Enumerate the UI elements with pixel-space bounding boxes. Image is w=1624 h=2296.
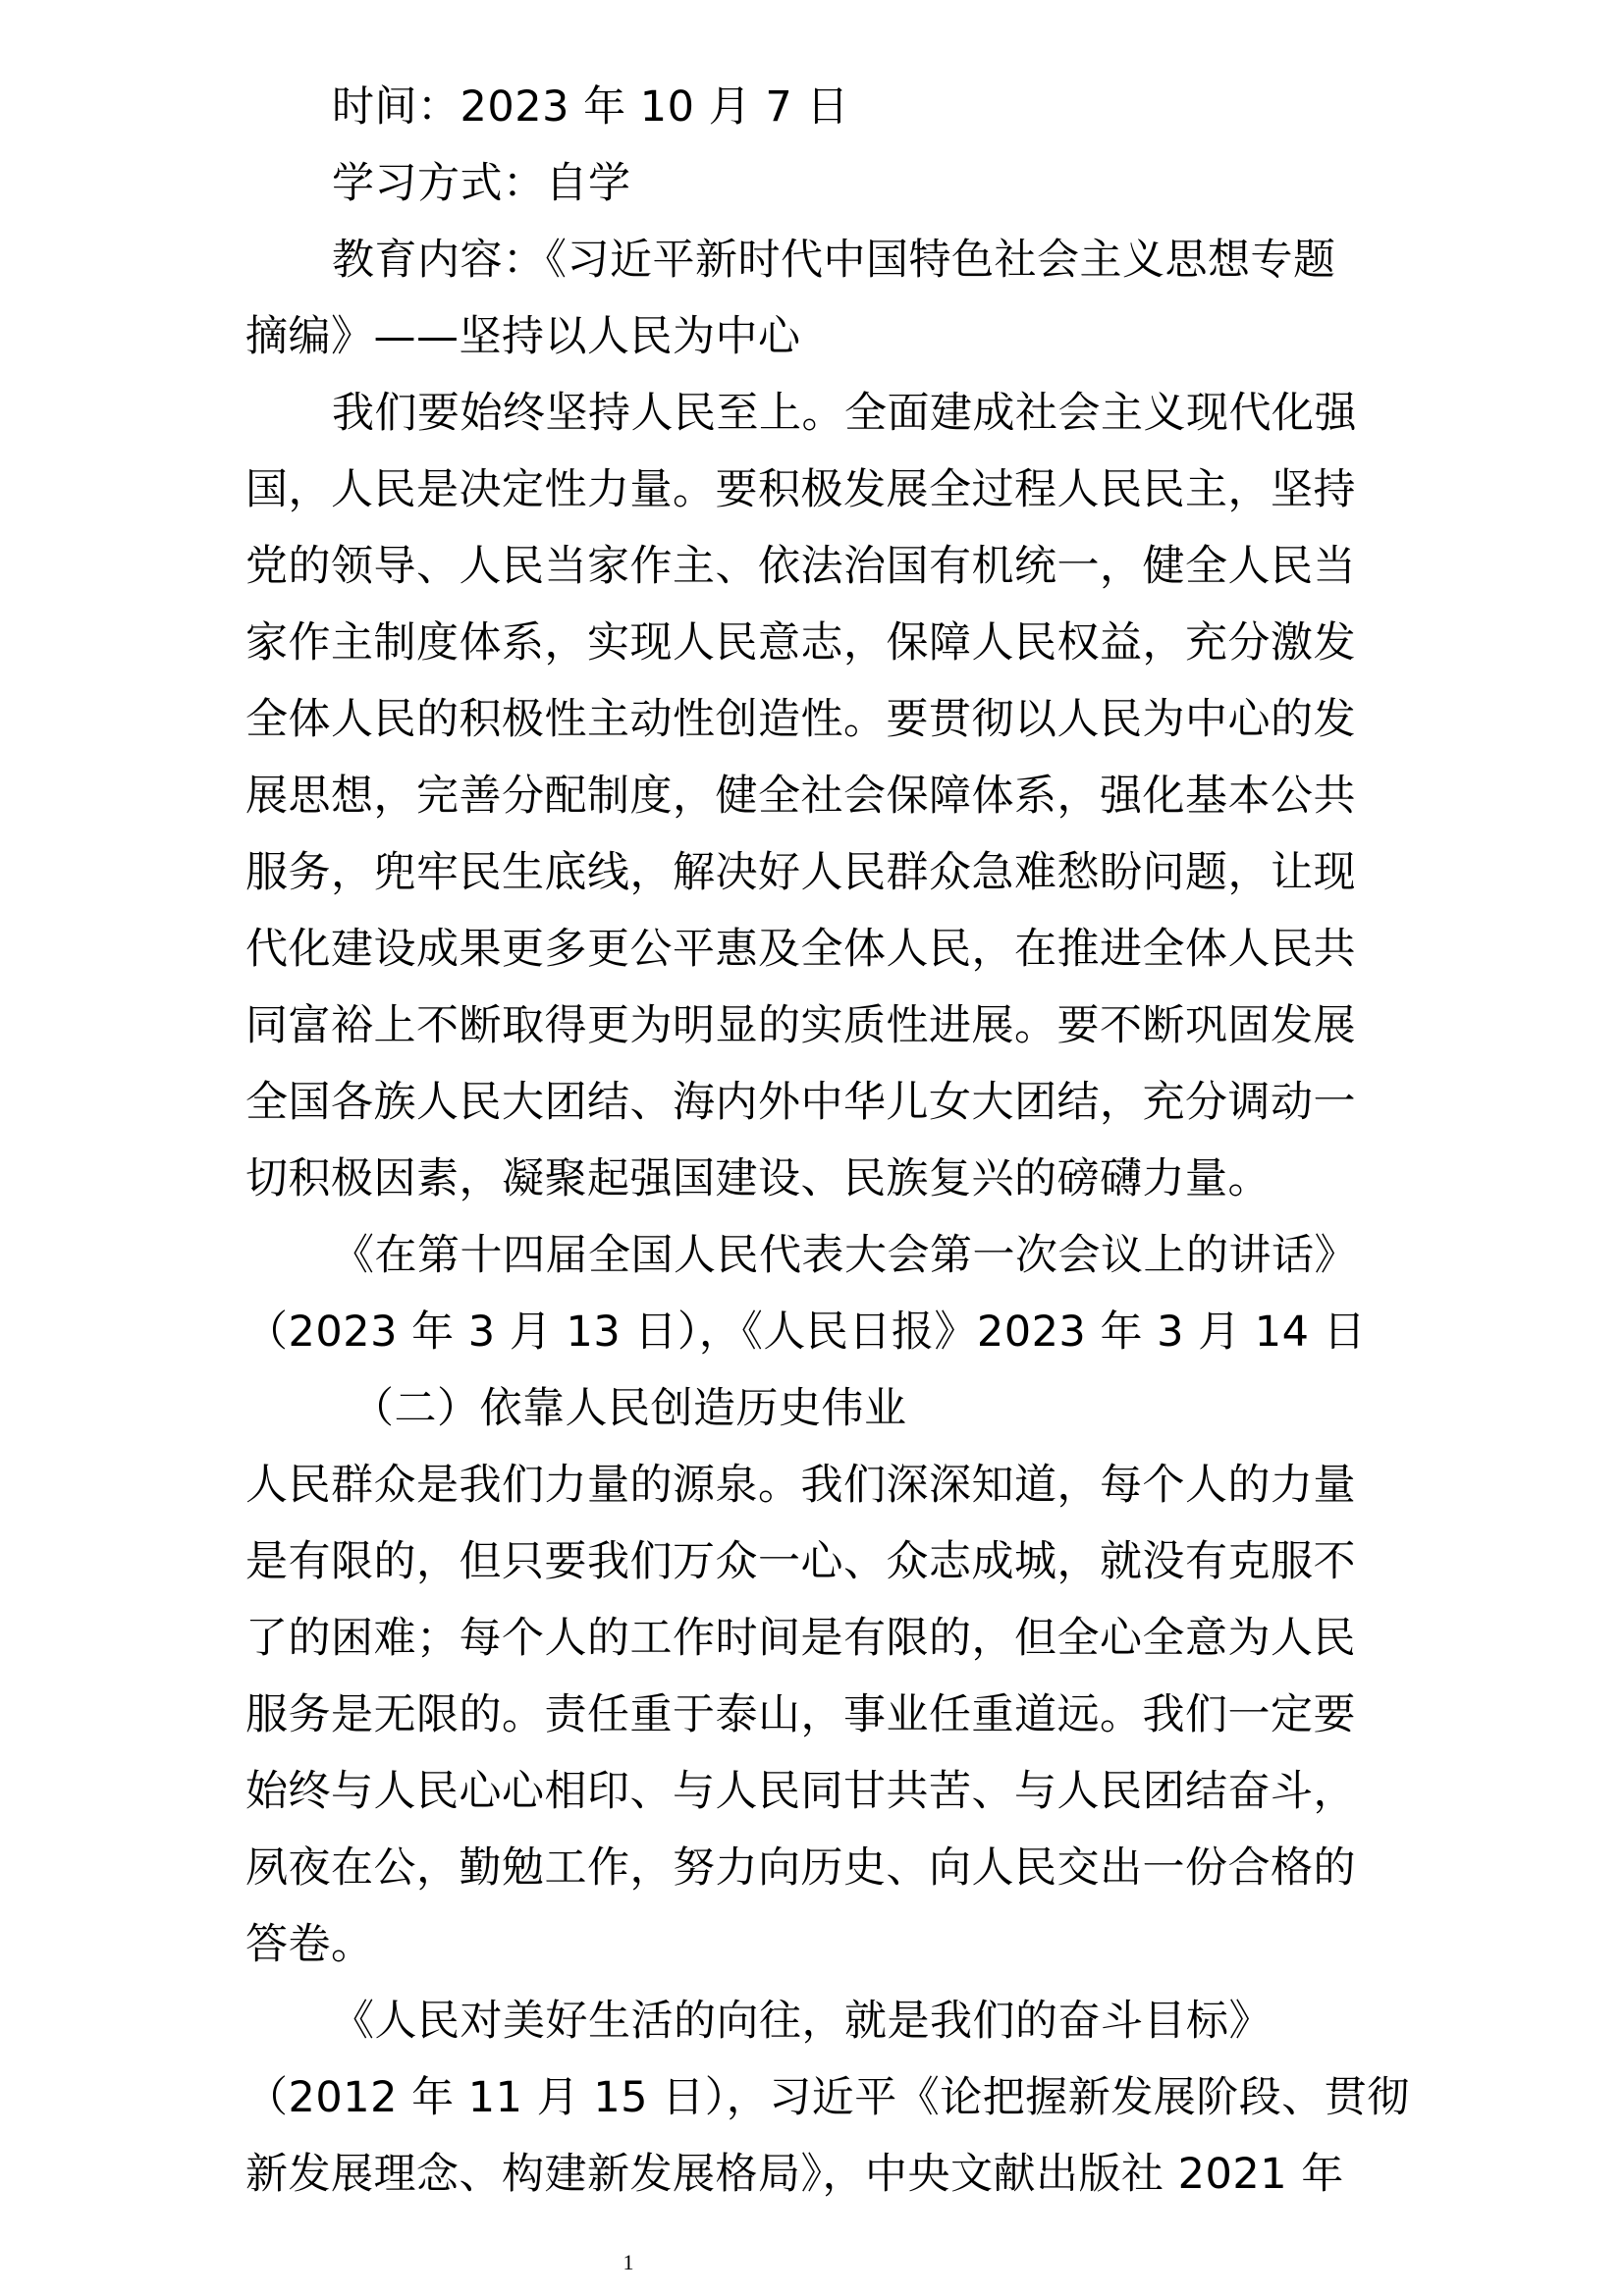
paragraph-line: 了的困难；每个人的工作时间是有限的，但全心全意为人民 [245, 1614, 1356, 1663]
paragraph-line: 代化建设成果更多更公平惠及全体人民，在推进全体人民共 [245, 925, 1356, 974]
citation-line: （2023 年 3 月 13 日），《人民日报》2023 年 3 月 14 日 [245, 1308, 1367, 1357]
paragraph-line: 夙夜在公，勤勉工作，努力向历史、向人民交出一份合格的 [245, 1843, 1356, 1893]
citation-line: （2012 年 11 月 15 日），习近平《论把握新发展阶段、贯彻 [245, 2073, 1410, 2122]
paragraph-line: 国，人民是决定性力量。要积极发展全过程人民民主，坚持 [245, 465, 1356, 514]
paragraph-line: 人民群众是我们力量的源泉。我们深深知道，每个人的力量 [245, 1461, 1356, 1510]
citation-line: 新发展理念、构建新发展格局》，中央文献出版社 2021 年 [245, 2150, 1344, 2199]
paragraph-line: 切积极因素，凝聚起强国建设、民族复兴的磅礴力量。 [245, 1154, 1271, 1203]
study-method: 学习方式：自学 [332, 159, 631, 208]
paragraph-line: 始终与人民心心相印、与人民同甘共苦、与人民团结奋斗， [245, 1767, 1356, 1816]
citation-2 [245, 1983, 1410, 2213]
paragraph-line: 答卷。 [245, 1920, 374, 1969]
education-content-continued: 摘编》——坚持以人民为中心 [245, 312, 801, 361]
paragraph-line: 我们要始终坚持人民至上。全面建成社会主义现代化强 [332, 389, 1357, 438]
section-heading: （二）依靠人民创造历史伟业 [352, 1384, 907, 1433]
study-date: 时间：2023 年 10 月 7 日 [332, 82, 849, 132]
paragraph-line: 是有限的，但只要我们万众一心、众志成城，就没有克服不 [245, 1537, 1356, 1586]
citation-1 [245, 1217, 1394, 1370]
paragraph-line: 党的领导、人民当家作主、依法治国有机统一，健全人民当 [245, 542, 1356, 591]
page-number: 1 [623, 2250, 634, 2274]
paragraph-line: 全国各族人民大团结、海内外中华儿女大团结，充分调动一 [245, 1078, 1356, 1127]
paragraph-line: 家作主制度体系，实现人民意志，保障人民权益，充分激发 [245, 618, 1356, 667]
citation-line: 《人民对美好生活的向往，就是我们的奋斗目标》 [332, 1997, 1272, 2046]
document-page [245, 69, 1410, 2213]
education-content: 教育内容：《习近平新时代中国特色社会主义思想专题 [332, 236, 1336, 285]
paragraph-line: 全体人民的积极性主动性创造性。要贯彻以人民为中心的发 [245, 695, 1356, 744]
paragraph-line: 展思想，完善分配制度，健全社会保障体系，强化基本公共 [245, 772, 1356, 821]
paragraph-line: 服务是无限的。责任重于泰山，事业任重道远。我们一定要 [245, 1690, 1356, 1739]
paragraph-line: 同富裕上不断取得更为明显的实质性进展。要不断巩固发展 [245, 1001, 1356, 1050]
paragraph-line: 服务，兜牢民生底线，解决好人民群众急难愁盼问题，让现 [245, 848, 1356, 897]
paragraph-1 [245, 375, 1394, 1217]
citation-line: 《在第十四届全国人民代表大会第一次会议上的讲话》 [332, 1231, 1357, 1280]
paragraph-2 [245, 1447, 1394, 1983]
